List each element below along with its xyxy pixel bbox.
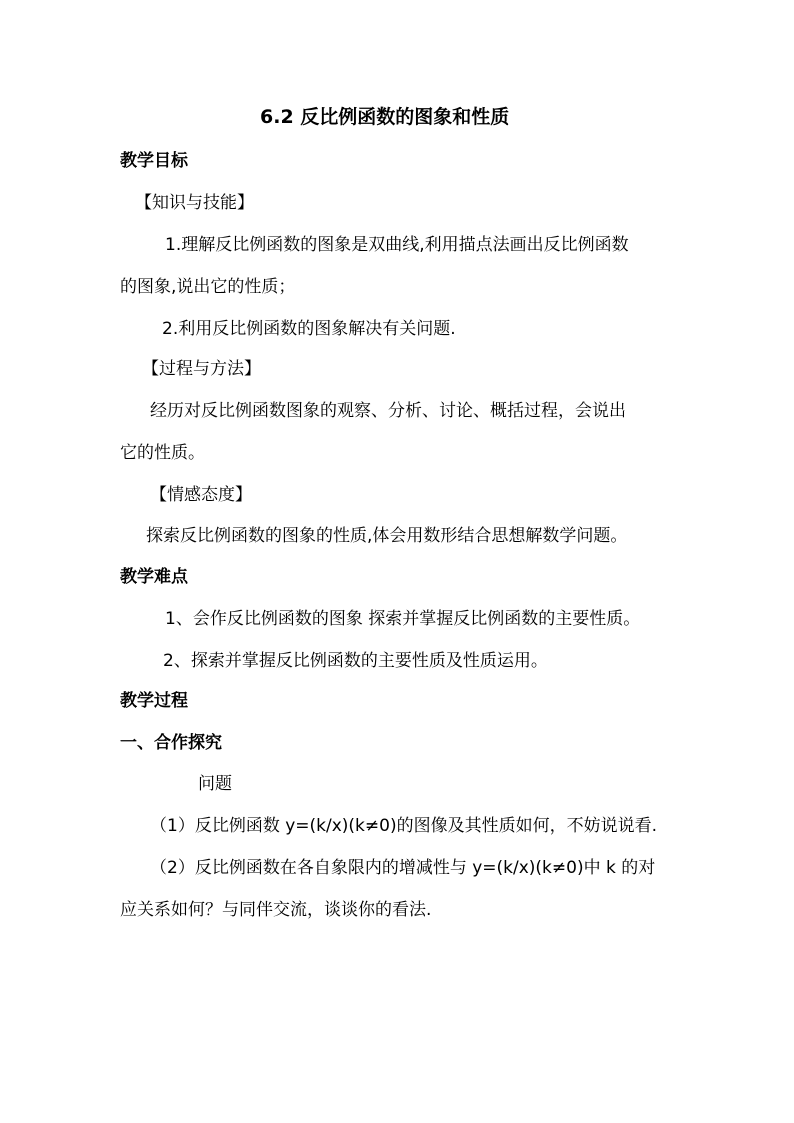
question-label: 问题: [198, 774, 232, 794]
paragraph-knowledge-item2: 2.利用反比例函数的图象解决有关问题.: [162, 319, 456, 339]
section-heading-difficulties: 教学难点: [120, 567, 188, 587]
paragraph-knowledge-item1-line1: 1.理解反比例函数的图象是双曲线,利用描点法画出反比例函数: [165, 235, 629, 255]
paragraph-emotion: 探索反比例函数的图象的性质,体会用数形结合思想解数学问题。: [146, 526, 628, 546]
section-heading-objectives: 教学目标: [120, 151, 188, 171]
subheading-knowledge: 【知识与技能】: [135, 193, 254, 213]
list-item-difficulty-1: 1、会作反比例函数的图象 探索并掌握反比例函数的主要性质。: [165, 609, 641, 629]
question-2-line1: （2）反比例函数在各自象限内的增减性与 y=(k/x)(k≠0)中 k 的对: [150, 858, 656, 878]
page-title: 6.2 反比例函数的图象和性质: [260, 106, 510, 128]
question-1: （1）反比例函数 y=(k/x)(k≠0)的图像及其性质如何，不妨说说看.: [150, 816, 657, 836]
subheading-emotion: 【情感态度】: [150, 485, 252, 505]
list-item-difficulty-2: 2、探索并掌握反比例函数的主要性质及性质运用。: [163, 651, 548, 671]
paragraph-process-line2: 它的性质。: [120, 443, 205, 463]
subheading-process: 【过程与方法】: [142, 359, 261, 379]
paragraph-knowledge-item1-line2: 的图象,说出它的性质；: [120, 277, 296, 297]
subsection-heading-cooperative: 一、合作探究: [120, 733, 222, 753]
question-2-line2: 应关系如何？与同伴交流，谈谈你的看法.: [120, 900, 432, 920]
section-heading-process: 教学过程: [120, 691, 188, 711]
paragraph-process-line1: 经历对反比例函数图象的观察、分析、讨论、概括过程，会说出: [150, 401, 626, 421]
